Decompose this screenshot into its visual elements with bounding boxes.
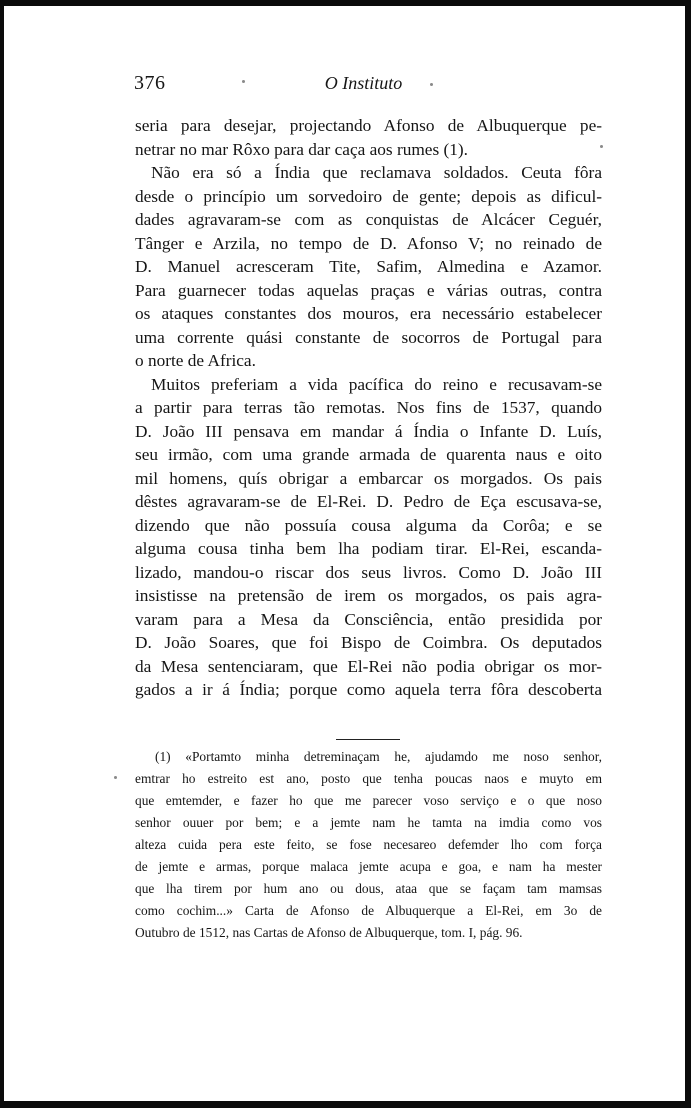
footnote-line: como cochim...» Carta de Afonso de Albuquerque a El-Rei, em 3o de: [135, 903, 602, 918]
body-text: [135, 114, 602, 702]
body-line: Para guarnecer todas aquelas praças e várias outras, contra: [135, 280, 602, 300]
footnote-line: Outubro de 1512, nas Cartas de Afonso de Albuquerque, tom. I, pág. 96.: [135, 925, 523, 940]
footnote-line: senhor ouuer por bem; e a jemte nam he tamta na imdia como vos: [135, 815, 602, 830]
footnote-line: emtrar ho estreito est ano, posto que tenha poucas naos e muyto em: [135, 771, 602, 786]
body-line: varam para a Mesa da Consciência, então presidida por: [135, 609, 602, 629]
body-line: alguma cousa tinha bem lha podiam tirar. El-Rei, escanda-: [135, 539, 602, 558]
body-line: netrar no mar Rôxo para dar caça aos rumes (1).: [135, 139, 468, 159]
body-line: seria para desejar, projectando Afonso de Albuquerque pe-: [135, 116, 602, 135]
body-line: desde o princípio um sorvedoiro de gente; depois as dificul-: [135, 186, 602, 206]
print-speck: [114, 776, 117, 779]
body-line: da Mesa sentenciaram, que El-Rei não podia obrigar os mor-: [135, 656, 602, 676]
body-line: D. Manuel acresceram Tite, Safim, Almedina e Azamor.: [135, 257, 602, 276]
body-line: dêstes agravaram-se de El-Rei. D. Pedro de Eça escusava-se,: [135, 492, 602, 511]
body-line: uma corrente quási constante de socorros de Portugal para: [135, 327, 602, 347]
page-number: 376: [134, 72, 166, 94]
footnote: [135, 746, 602, 944]
body-line: gados a ir á Índia; porque como aquela terra fôra descoberta: [135, 680, 602, 699]
footnote-line: que lha tirem por hum ano ou dous, ataa que se façam tam mamsas: [135, 881, 602, 896]
print-speck: [430, 83, 433, 86]
footnote-separator: [336, 739, 400, 740]
footnote-line: (1) «Portamto minha detreminaçam he, ajudamdo me noso senhor,: [155, 749, 602, 764]
running-title: O Instituto: [324, 73, 403, 93]
body-line: a partir para terras tão remotas. Nos fins de 1537, quando: [135, 398, 602, 417]
body-line: mil homens, quís obrigar a embarcar os morgados. Os pais: [135, 468, 602, 488]
body-line: seu irmão, com uma grande armada de quarenta naus e oito: [135, 445, 602, 464]
footnote-line: alteza cuida pera este feito, se fose necesareo defemder lho com força: [135, 837, 602, 852]
body-line: os ataques constantes dos mouros, era necessário estabelecer: [135, 304, 602, 323]
print-speck: [242, 80, 245, 83]
print-speck: [600, 145, 603, 148]
body-line: dades agravaram-se com as conquistas de Alcácer Ceguér,: [135, 210, 602, 229]
body-line: Não era só a Índia que reclamava soldados. Ceuta fôra: [151, 163, 602, 182]
body-line: o norte de Africa.: [135, 351, 256, 370]
footnote-line: que emtemder, e fazer ho que me parecer voso serviço e o que noso: [135, 793, 602, 808]
body-line: lizado, mandou-o riscar dos seus livros. Como D. João III: [135, 562, 602, 582]
footnote-line: de jemte e armas, porque malaca jemte acupa e goa, e nam ha mester: [135, 859, 602, 874]
body-line: D. João Soares, que foi Bispo de Coimbra. Os deputados: [135, 633, 602, 652]
body-line: Muitos preferiam a vida pacífica do reino e recusavam-se: [151, 374, 602, 394]
body-line: D. João III pensava em mandar á Índia o Infante D. Luís,: [135, 421, 602, 441]
body-line: dizendo que não possuía cousa alguma da Corôa; e se: [135, 515, 602, 535]
body-line: Tânger e Arzila, no tempo de D. Afonso V; no reinado de: [135, 233, 602, 253]
body-line: insistisse na pretensão de irem os morgados, os pais agra-: [135, 586, 602, 605]
